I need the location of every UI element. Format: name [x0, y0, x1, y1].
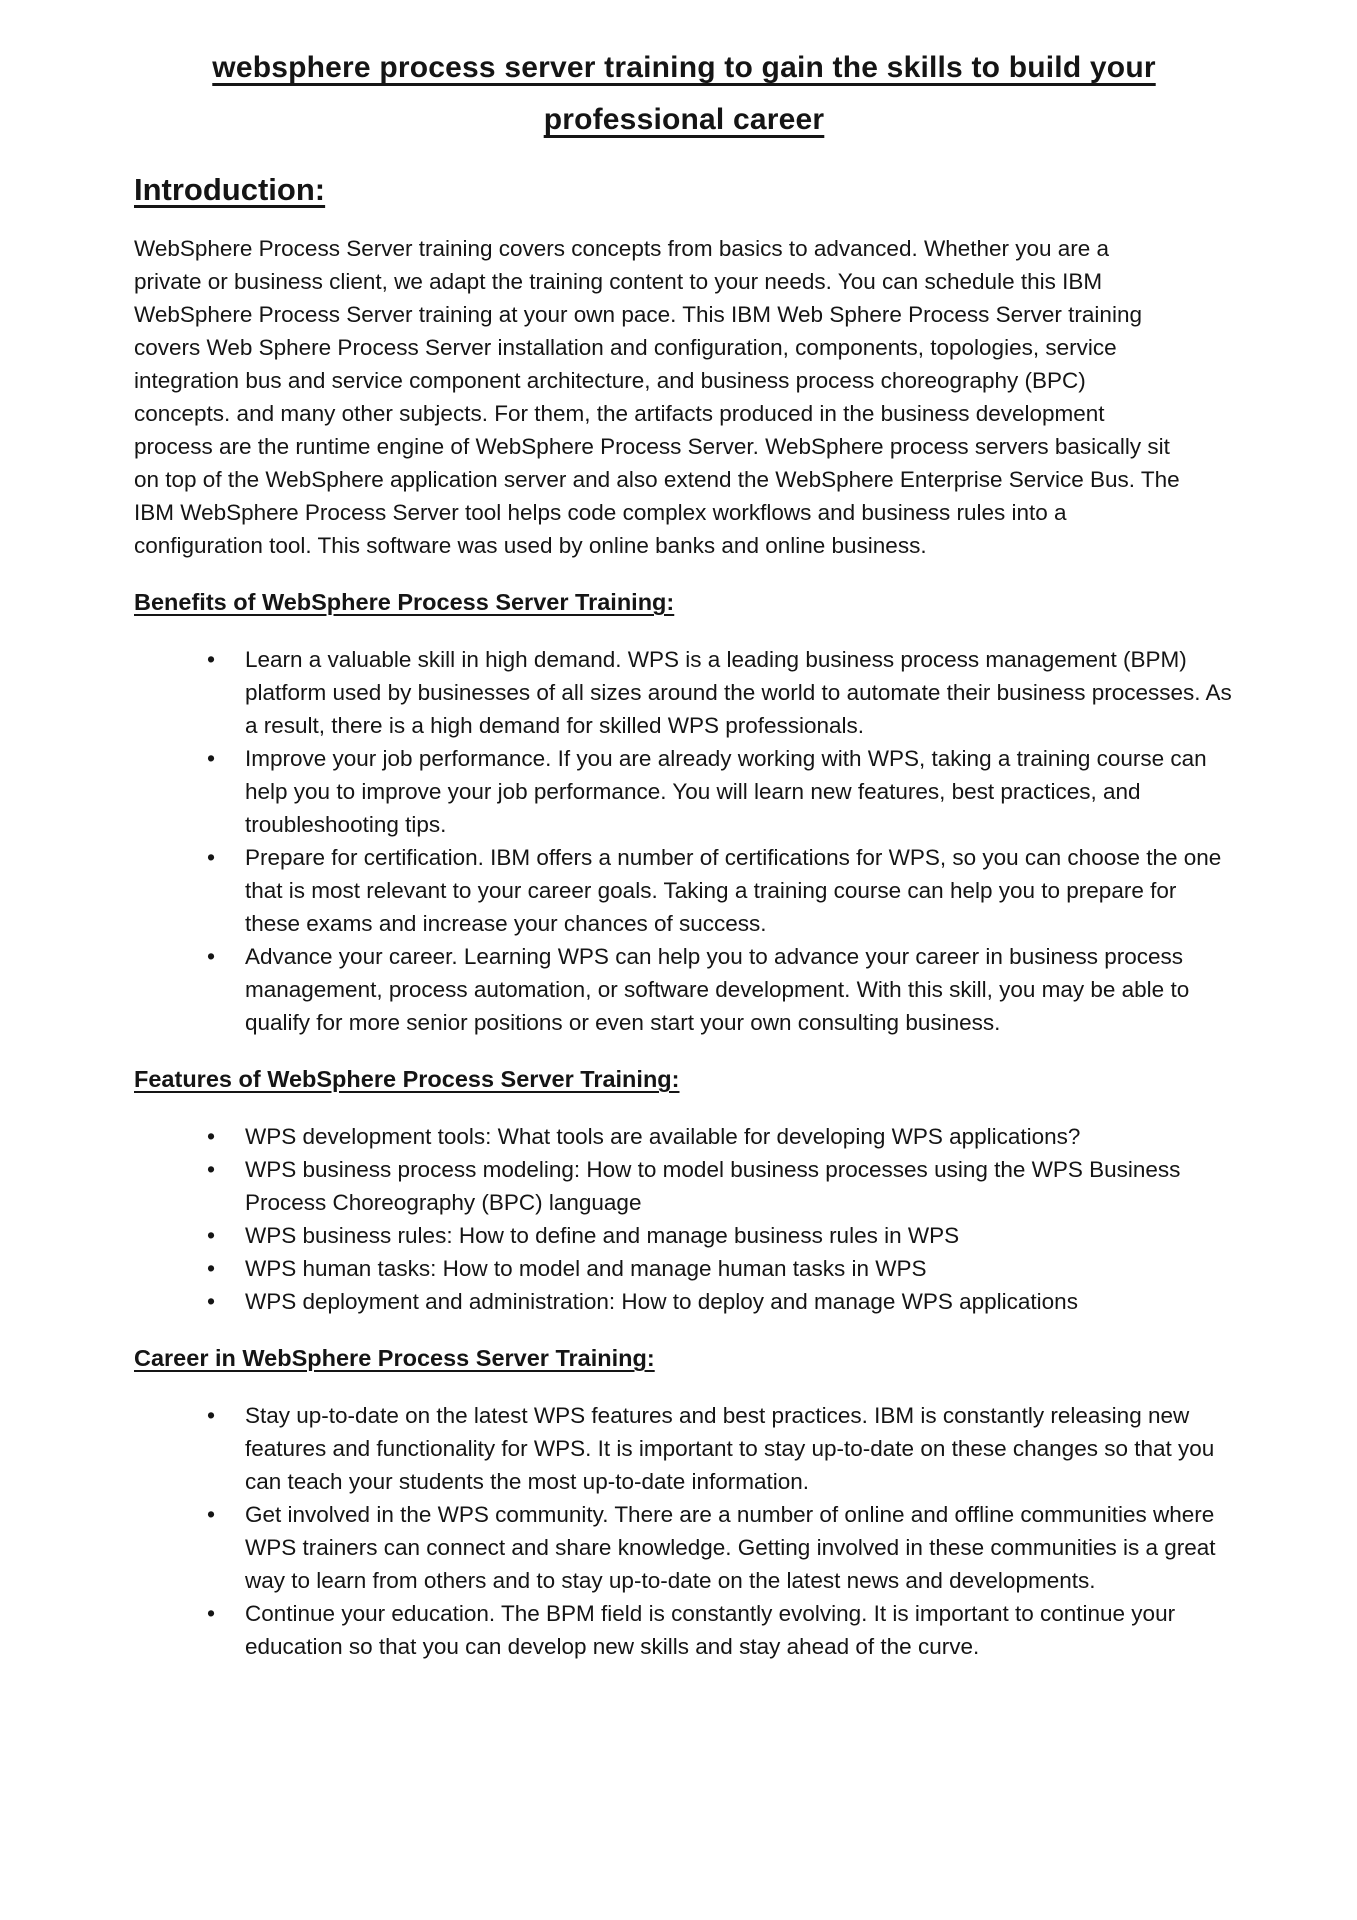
introduction-heading: Introduction: [134, 172, 326, 207]
list-item: • WPS development tools: What tools are available for developing WPS applications? [245, 1120, 1234, 1153]
list-item: • WPS human tasks: How to model and manage human tasks in WPS [245, 1252, 1234, 1285]
list-item: • Stay up-to-date on the latest WPS features and best practices. IBM is constantly releasing new features and functionality for WPS. It is important to stay up-to-date on these changes so that you can teach your students the most up-to-date information. [245, 1399, 1234, 1498]
introduction-paragraph: WebSphere Process Server training covers concepts from basics to advanced. Whether you are a private or business client, we adapt the training content to your needs. You can schedule this IBM WebSphere Process Server training at your own pace. This IBM Web Sphere Process Server training covers Web Sphere Process Server installation and configuration, components, topologies, service integration bus and service component architecture, and business process choreography (BPC) concepts. and many other subjects. For them, the artifacts produced in the business development process are the runtime engine of WebSphere Process Server. WebSphere process servers basically sit on top of the WebSphere application server and also extend the WebSphere Enterprise Service Bus. The IBM WebSphere Process Server tool helps code complex workflows and business rules into a configuration tool. This software was used by online banks and online business. [134, 236, 1180, 558]
list-item: • Prepare for certification. IBM offers a number of certifications for WPS, so you can choose the one that is most relevant to your career goals. Taking a training course can help you to prepare for these exams and increase your chances of success. [245, 841, 1234, 940]
list-item: • WPS business process modeling: How to model business processes using the WPS Business Process Choreography (BPC) language [245, 1153, 1234, 1219]
benefits-heading: Benefits of WebSphere Process Server Training: [134, 589, 675, 615]
list-item: • Continue your education. The BPM field is constantly evolving. It is important to continue your education so that you can develop new skills and stay ahead of the curve. [245, 1597, 1234, 1663]
list-item: • Learn a valuable skill in high demand. WPS is a leading business process management (BPM) platform used by businesses of all sizes around the world to automate their business processes. As a result, there is a high demand for skilled WPS professionals. [245, 643, 1234, 742]
list-item: • WPS deployment and administration: How to deploy and manage WPS applications [245, 1285, 1234, 1318]
career-heading: Career in WebSphere Process Server Training: [134, 1345, 655, 1371]
list-item: • Advance your career. Learning WPS can help you to advance your career in business process management, process automation, or software development. With this skill, you may be able to qualify for more senior positions or even start your own consulting business. [245, 940, 1234, 1039]
benefits-list [134, 643, 1234, 1039]
features-list [134, 1120, 1234, 1318]
career-list [134, 1399, 1234, 1663]
features-heading: Features of WebSphere Process Server Training: [134, 1066, 680, 1092]
list-item: • WPS business rules: How to define and manage business rules in WPS [245, 1219, 1234, 1252]
list-item: • Improve your job performance. If you are already working with WPS, taking a training course can help you to improve your job performance. You will learn new features, best practices, and troubleshooting tips. [245, 742, 1234, 841]
list-item: • Get involved in the WPS community. There are a number of online and offline communities where WPS trainers can connect and share knowledge. Getting involved in these communities is a great way to learn from others and to stay up-to-date on the latest news and developments. [245, 1498, 1234, 1597]
page-title: websphere process server training to gain the skills to build your professional career [212, 51, 1156, 136]
